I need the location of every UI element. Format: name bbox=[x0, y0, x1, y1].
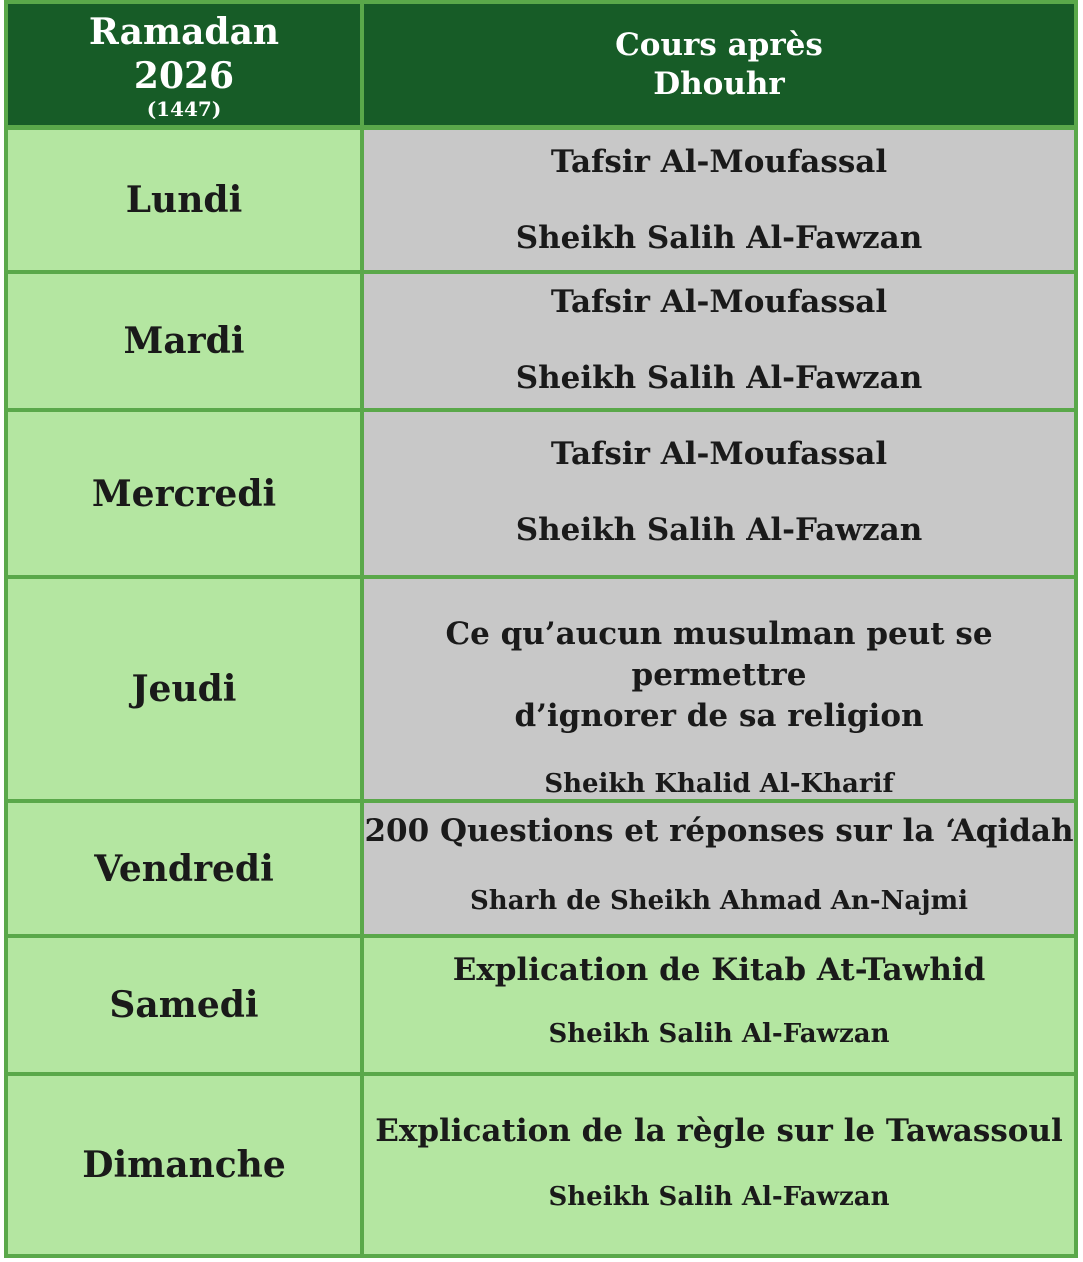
course-teacher: Sheikh Khalid Al-Kharif bbox=[544, 769, 894, 799]
course-cell-lundi bbox=[364, 130, 1074, 270]
course-title-line1: Ce qu’aucun musulman peut se permettre bbox=[445, 616, 993, 693]
day-label: Lundi bbox=[125, 179, 243, 221]
course-teacher: Sheikh Salih Al-Fawzan bbox=[548, 1182, 890, 1212]
day-cell-samedi bbox=[8, 938, 360, 1072]
course-teacher: Sheikh Salih Al-Fawzan bbox=[515, 220, 923, 256]
header-course-line1: Cours après bbox=[615, 26, 823, 63]
day-cell-jeudi bbox=[8, 579, 360, 799]
day-cell-dimanche bbox=[8, 1076, 360, 1254]
header-year-cell bbox=[8, 4, 360, 125]
course-cell-samedi bbox=[364, 938, 1074, 1072]
course-title: Tafsir Al-Moufassal bbox=[550, 284, 888, 320]
day-label: Mardi bbox=[123, 320, 245, 362]
course-title: 200 Questions et réponses sur la ‘Aqidah bbox=[364, 813, 1074, 849]
course-cell-dimanche bbox=[364, 1076, 1074, 1254]
day-cell-mercredi bbox=[8, 412, 360, 575]
day-cell-mardi bbox=[8, 274, 360, 408]
course-title: Tafsir Al-Moufassal bbox=[550, 144, 888, 180]
day-cell-vendredi bbox=[8, 803, 360, 934]
header-course-line2: Dhouhr bbox=[653, 65, 785, 102]
day-label: Jeudi bbox=[131, 668, 237, 710]
header-hijri-year: (1447) bbox=[146, 96, 222, 121]
header-course-cell bbox=[364, 4, 1074, 125]
course-title: Explication de la règle sur le Tawassoul bbox=[375, 1113, 1063, 1149]
course-title: Explication de Kitab At-Tawhid bbox=[452, 952, 986, 988]
course-teacher: Sharh de Sheikh Ahmad An-Najmi bbox=[470, 886, 968, 916]
course-title: Tafsir Al-Moufassal bbox=[550, 436, 888, 472]
header-title: Ramadan bbox=[88, 10, 280, 53]
course-cell-mercredi bbox=[364, 412, 1074, 575]
course-cell-vendredi bbox=[364, 803, 1074, 934]
schedule-table bbox=[4, 0, 1078, 1258]
course-teacher: Sheikh Salih Al-Fawzan bbox=[515, 360, 923, 396]
course-cell-jeudi bbox=[364, 579, 1074, 799]
day-label: Vendredi bbox=[94, 847, 274, 890]
course-title-line2: d’ignorer de sa religion bbox=[514, 698, 924, 734]
header-year: 2026 bbox=[133, 54, 235, 97]
day-cell-lundi bbox=[8, 130, 360, 270]
day-label: Mercredi bbox=[91, 472, 277, 515]
course-cell-mardi bbox=[364, 274, 1074, 408]
course-teacher: Sheikh Salih Al-Fawzan bbox=[515, 512, 923, 548]
day-label: Samedi bbox=[109, 984, 259, 1026]
course-teacher: Sheikh Salih Al-Fawzan bbox=[548, 1019, 890, 1049]
day-label: Dimanche bbox=[82, 1144, 286, 1186]
